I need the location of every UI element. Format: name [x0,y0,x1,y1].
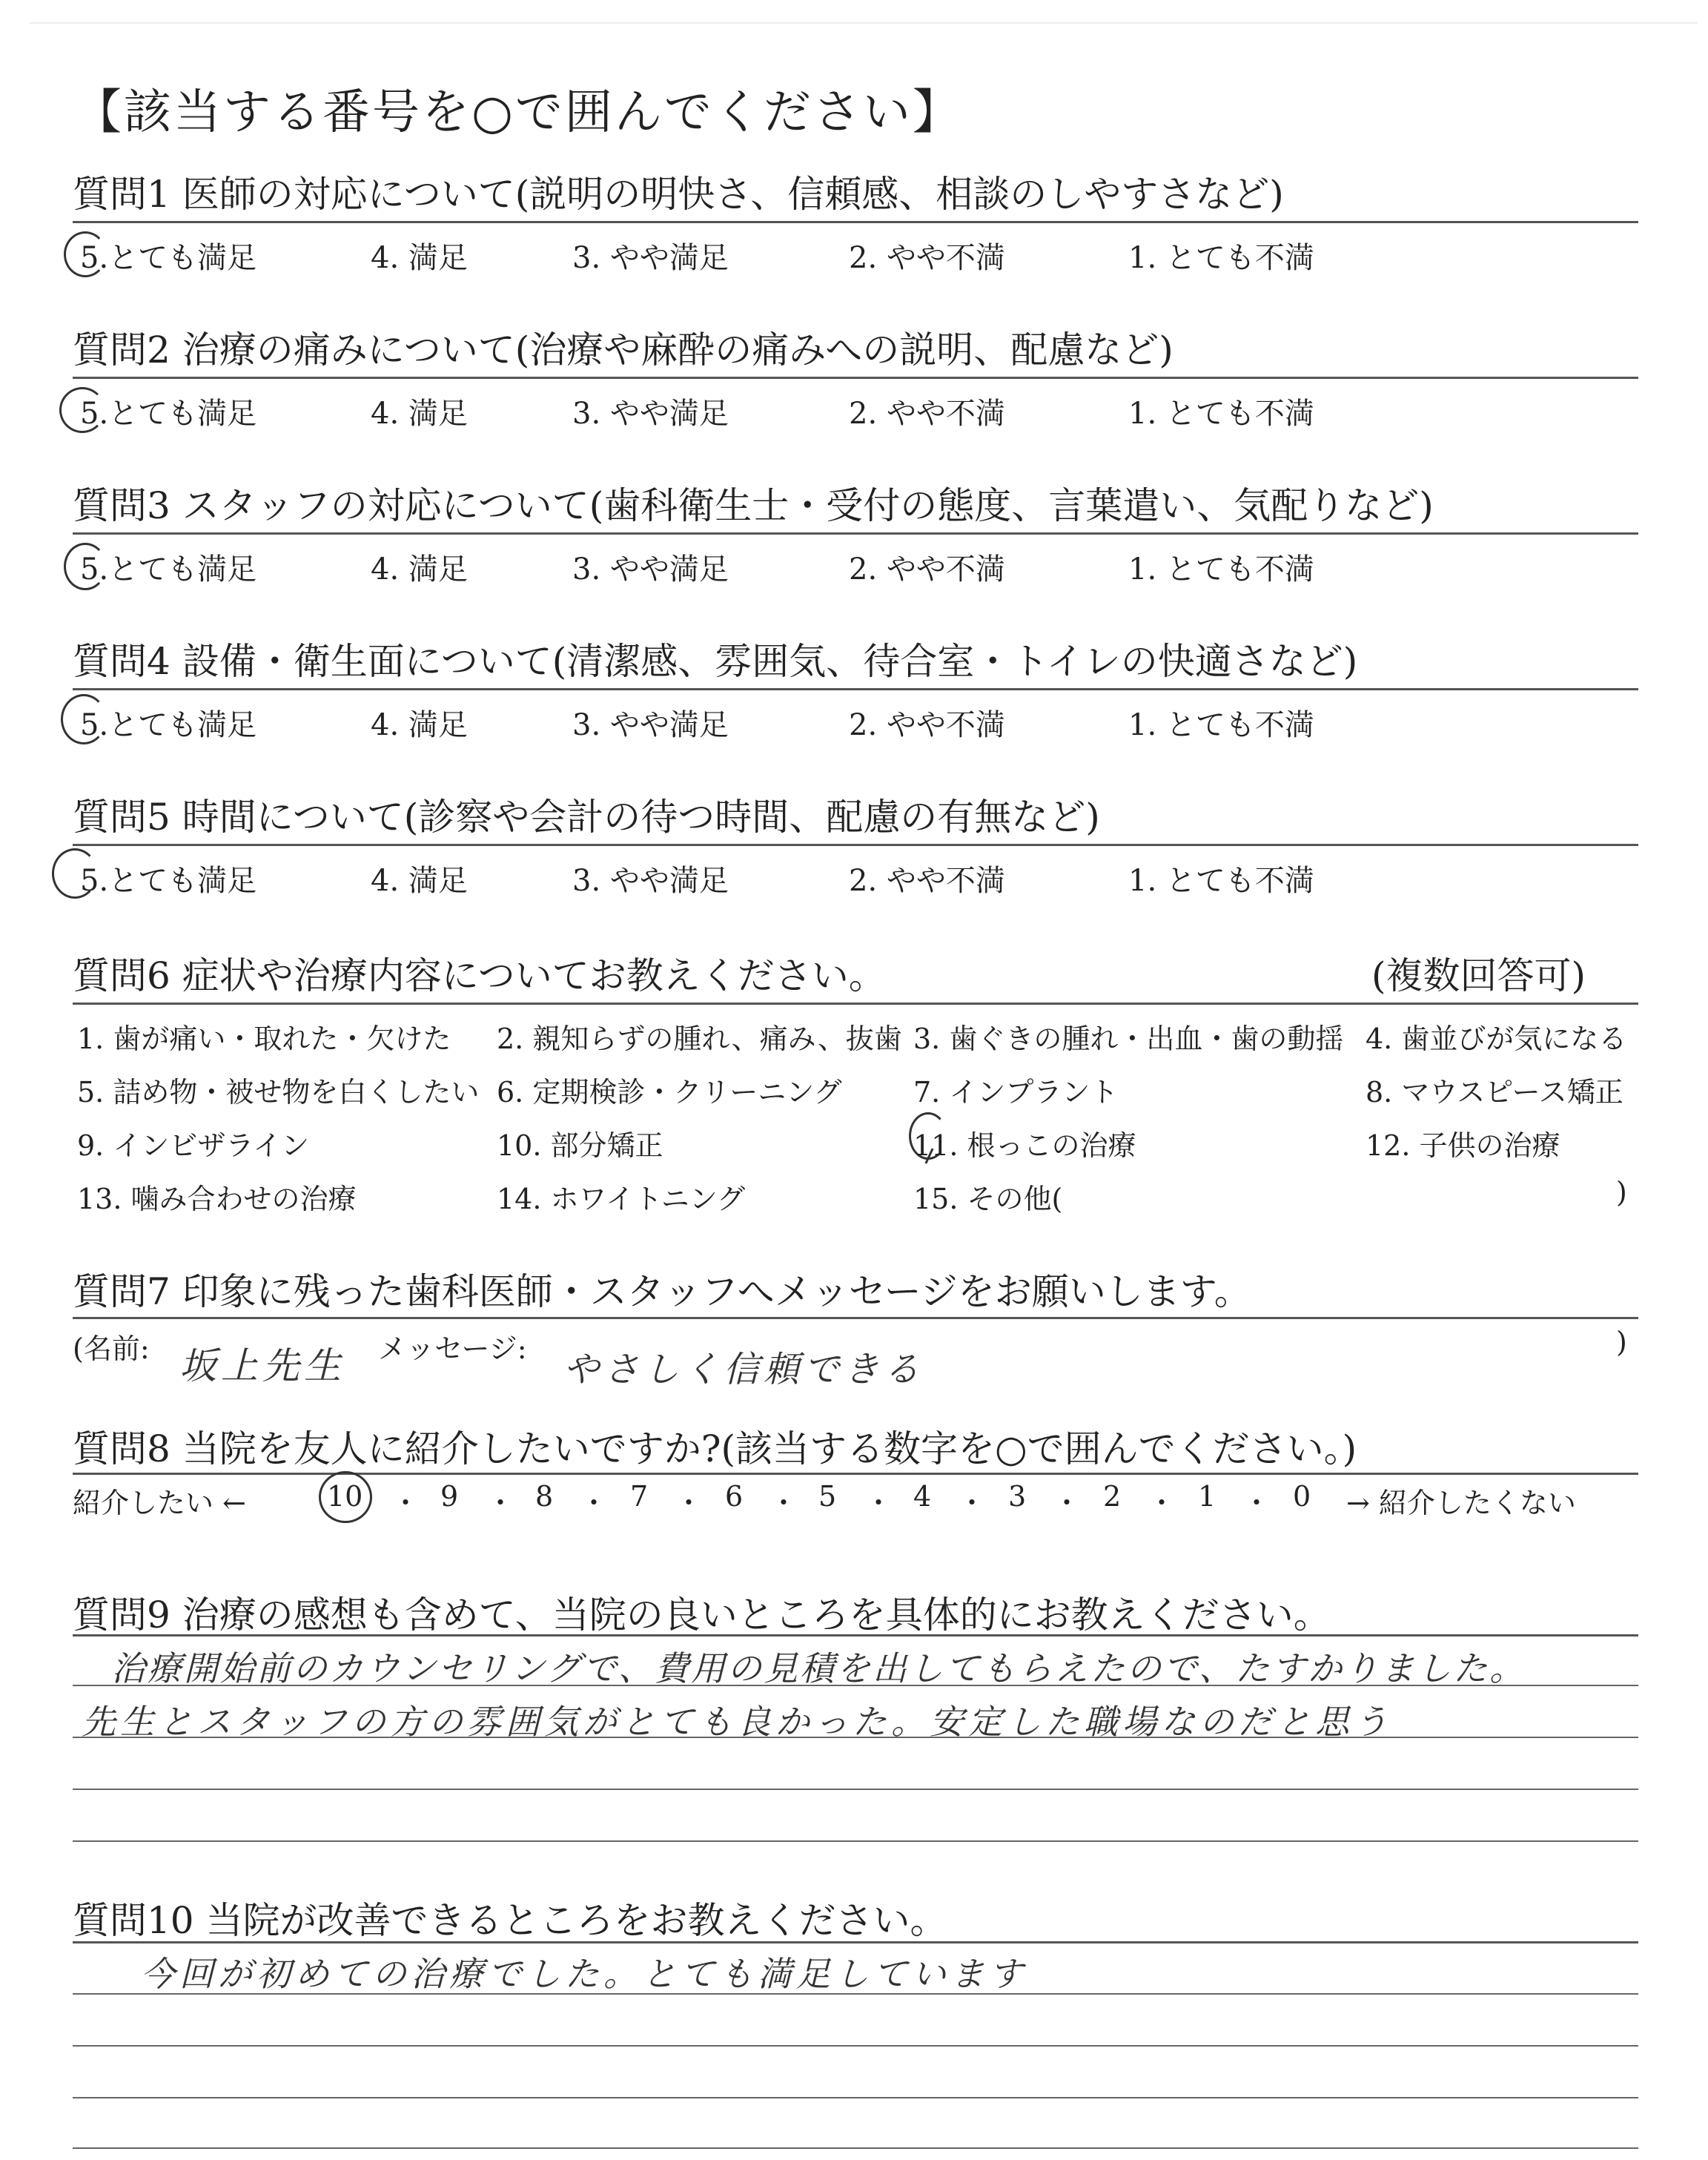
option-1[interactable]: 1. とても不満 [1128,708,1314,742]
question-title: 質問9 治療の感想も含めて、当院の良いところを具体的にお教えください。 [73,1593,1331,1636]
divider [73,688,1638,690]
option-3[interactable]: 3. やや満足 [572,397,729,431]
question-title: 質問8 当院を友人に紹介したいですか?(該当する数字を○で囲んでください。) [73,1427,1357,1470]
answer-line[interactable]: 今回が初めての治療でした。とても満足しています [141,1954,1027,1994]
writing-line [73,2147,1638,2149]
scan-edge-line [30,22,1698,24]
option-4[interactable]: 4. 満足 [371,708,468,742]
divider [73,1634,1638,1636]
message-label: メッセージ: [378,1332,527,1365]
divider [73,221,1638,223]
option-5[interactable]: 5.とても満足 [80,708,257,742]
multiple-answer-note: (複数回答可) [1371,954,1586,997]
answer-line[interactable]: 治療開始前のカウンセリングで、費用の見積を出してもらえたので、たすかりました。 [111,1648,1526,1688]
scale-3[interactable]: 3 [1008,1480,1027,1513]
question-title: 質問1 医師の対応について(説明の明快さ、信頼感、相談のしやすさなど) [73,173,1284,216]
option-1[interactable]: 1. とても不満 [1128,864,1314,898]
divider [73,1473,1638,1475]
option-4[interactable]: 4. 満足 [371,241,468,275]
scale-separator: ・ [1148,1487,1176,1519]
scale-separator: ・ [580,1487,609,1519]
other-close-paren: ) [1616,1176,1627,1209]
symptom-option[interactable]: 13. 噛み合わせの治療 [77,1183,357,1215]
symptom-option[interactable]: 3. 歯ぐきの腫れ・出血・歯の動揺 [913,1023,1344,1055]
divider [73,377,1638,379]
scale-6[interactable]: 6 [725,1480,744,1513]
recommend-right-label: → 紹介したくない [1346,1487,1576,1519]
option-2[interactable]: 2. やや不満 [849,864,1005,898]
question-title: 質問3 スタッフの対応について(歯科衛生士・受付の態度、言葉遣い、気配りなど) [73,484,1434,527]
option-3[interactable]: 3. やや満足 [572,708,729,742]
name-label: (名前: [73,1332,150,1365]
question-title: 質問5 時間について(診察や会計の待つ時間、配慮の有無など) [73,796,1100,839]
scale-10[interactable]: 10 [327,1480,363,1513]
scale-0[interactable]: 0 [1293,1480,1311,1513]
option-1[interactable]: 1. とても不満 [1128,241,1314,275]
divider [73,532,1638,535]
page-title: 【該当する番号を○で囲んでください】 [74,85,962,140]
question-title: 質問2 治療の痛みについて(治療や麻酔の痛みへの説明、配慮など) [73,328,1174,371]
name-value[interactable]: 坂上先生 [179,1344,345,1387]
symptom-option[interactable]: 12. 子供の治療 [1366,1129,1560,1162]
divider [73,1941,1638,1943]
scale-separator: ・ [769,1487,798,1519]
symptom-option[interactable]: 8. マウスピース矯正 [1366,1076,1623,1109]
scale-4[interactable]: 4 [913,1480,932,1513]
scale-9[interactable]: 9 [440,1480,459,1513]
option-1[interactable]: 1. とても不満 [1128,552,1314,587]
message-close-paren: ) [1616,1326,1627,1358]
question-title: 質問6 症状や治療内容についてお教えください。 [73,954,886,997]
symptom-option-selected[interactable]: 11. 根っこの治療 [913,1129,1136,1162]
scale-separator: ・ [958,1487,987,1519]
option-5[interactable]: 5.とても満足 [80,552,257,587]
symptom-option[interactable]: 14. ホワイトニング [497,1183,746,1215]
writing-line [73,1840,1638,1842]
symptom-option-other[interactable]: 15. その他( [913,1183,1063,1215]
question-title: 質問7 印象に残った歯科医師・スタッフへメッセージをお願いします。 [73,1270,1251,1313]
symptom-option[interactable]: 2. 親知らずの腫れ、痛み、抜歯 [497,1023,902,1055]
scale-separator: ・ [1053,1487,1082,1519]
option-2[interactable]: 2. やや不満 [849,397,1005,431]
scale-separator: ・ [486,1487,515,1519]
scale-separator: ・ [864,1487,893,1519]
option-2[interactable]: 2. やや不満 [849,552,1005,587]
scale-2[interactable]: 2 [1103,1480,1122,1513]
option-5[interactable]: 5.とても満足 [80,397,257,431]
scale-7[interactable]: 7 [630,1480,649,1513]
scale-separator: ・ [1242,1487,1271,1519]
answer-line[interactable]: 先生とスタッフの方の雰囲気がとても良かった。安定した職場なのだと思う [82,1702,1392,1742]
option-4[interactable]: 4. 満足 [371,864,468,898]
scale-1[interactable]: 1 [1198,1480,1217,1513]
option-3[interactable]: 3. やや満足 [572,241,729,275]
recommend-left-label: 紹介したい ← [73,1487,246,1519]
option-5[interactable]: 5.とても満足 [80,864,257,898]
option-2[interactable]: 2. やや不満 [849,241,1005,275]
symptom-option[interactable]: 10. 部分矯正 [497,1129,663,1162]
symptom-option[interactable]: 7. インプラント [913,1076,1119,1109]
option-4[interactable]: 4. 満足 [371,552,468,587]
writing-line [73,2097,1638,2098]
option-1[interactable]: 1. とても不満 [1128,397,1314,431]
scale-separator: ・ [391,1487,420,1519]
scale-8[interactable]: 8 [535,1480,554,1513]
symptom-option[interactable]: 1. 歯が痛い・取れた・欠けた [77,1023,451,1055]
option-5[interactable]: 5.とても満足 [80,241,257,275]
scale-separator: ・ [675,1487,704,1519]
option-2[interactable]: 2. やや不満 [849,708,1005,742]
writing-line [73,1789,1638,1790]
question-title: 質問10 当院が改善できるところをお教えください。 [73,1899,947,1942]
option-4[interactable]: 4. 満足 [371,397,468,431]
writing-line [73,2045,1638,2047]
option-3[interactable]: 3. やや満足 [572,864,729,898]
question-title: 質問4 設備・衛生面について(清潔感、雰囲気、待合室・トイレの快適さなど) [73,640,1358,683]
option-3[interactable]: 3. やや満足 [572,552,729,587]
divider [73,844,1638,846]
scale-5[interactable]: 5 [818,1480,837,1513]
divider [73,1317,1638,1319]
message-value[interactable]: やさしく信頼できる [563,1349,924,1390]
symptom-option[interactable]: 4. 歯並びが気になる [1366,1023,1627,1055]
symptom-option[interactable]: 5. 詰め物・被せ物を白くしたい [77,1076,480,1109]
symptom-option[interactable]: 6. 定期検診・クリーニング [497,1076,842,1109]
divider [73,1003,1638,1005]
symptom-option[interactable]: 9. インビザライン [77,1129,310,1162]
